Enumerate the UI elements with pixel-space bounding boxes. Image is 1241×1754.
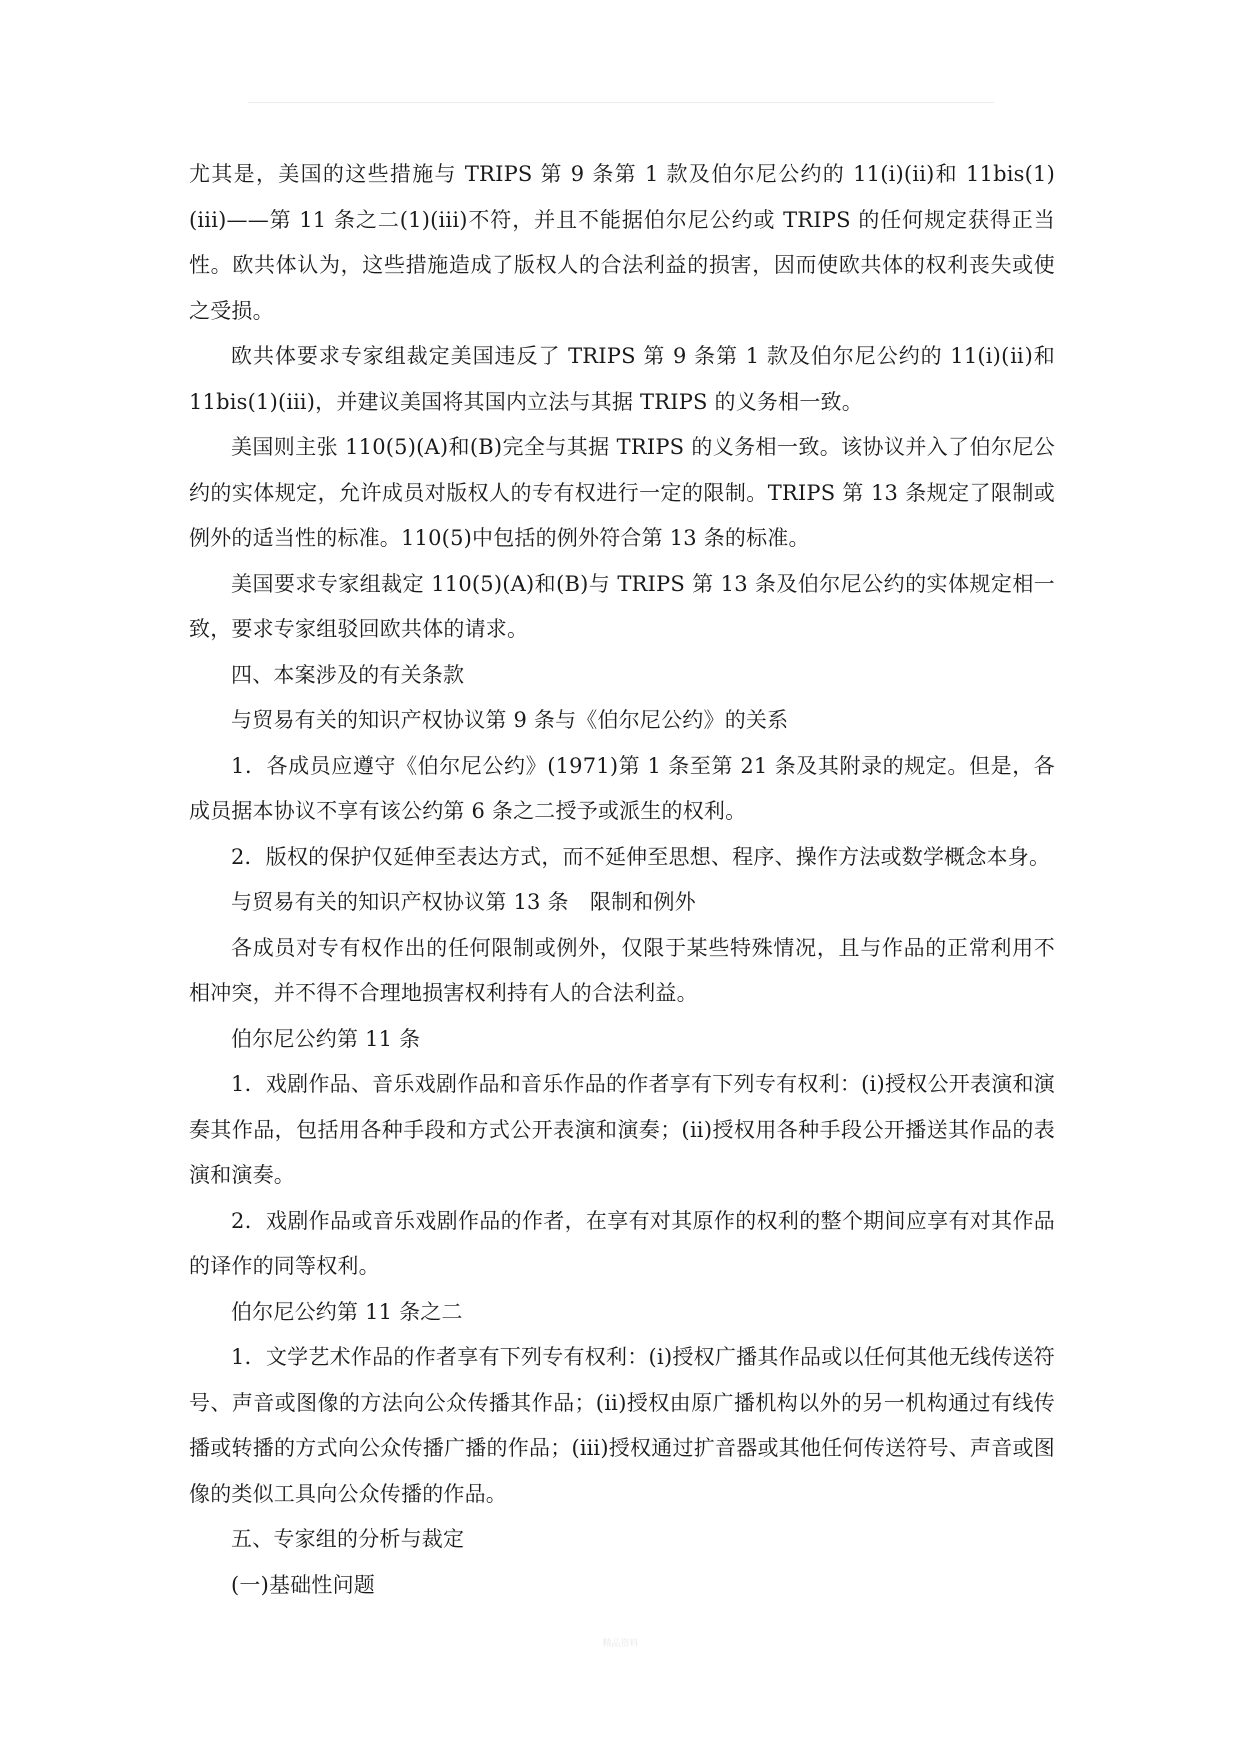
article-heading-berne-11: 伯尔尼公约第 11 条 — [231, 1026, 421, 1051]
document-body — [189, 152, 1055, 1608]
paragraph-us-measures-inconsistent: 尤其是，美国的这些措施与 TRIPS 第 9 条第 1 款及伯尔尼公约的 11(i)(ii)和 11bis(1)(iii)——第 11 条之二(1)(iii)不符，并且不能据伯尔尼公约或 TRIPS 的任何规定获得正当性。欧共体认为，这些措施造成了版权人的合法利益的损害，因而使欧共体的权利丧失或使之受损。 — [189, 162, 1055, 323]
paragraph-ec-request: 欧共体要求专家组裁定美国违反了 TRIPS 第 9 条第 1 款及伯尔尼公约的 11(i)(ⅱ)和 11bis(1)(ⅲ)，并建议美国将其国内立法与其据 TRIPS 的义务相一致。 — [189, 344, 1055, 414]
section-heading-four: 四、本案涉及的有关条款 — [231, 662, 465, 687]
berne-11-clause-1: 1．戏剧作品、音乐戏剧作品和音乐作品的作者享有下列专有权利：(ⅰ)授权公开表演和演奏其作品，包括用各种手段和方式公开表演和演奏；(ⅱ)授权用各种手段公开播送其作品的表演和演奏。 — [189, 1072, 1055, 1187]
berne-11bis-clause-1: 1．文学艺术作品的作者享有下列专有权利：(ⅰ)授权广播其作品或以任何其他无线传送符号、声音或图像的方法向公众传播其作品；(ⅱ)授权由原广播机构以外的另一机构通过有线传播或转播的方式向公众传播广播的作品；(ⅲ)授权通过扩音器或其他任何传送符号、声音或图像的类似工具向公众传播的作品。 — [189, 1345, 1055, 1506]
trips-9-clause-2: 2．版权的保护仅延伸至表达方式，而不延伸至思想、程序、操作方法或数学概念本身。 — [231, 844, 1051, 869]
subsection-heading-basic-issues: (一)基础性问题 — [231, 1572, 375, 1597]
paragraph-us-request: 美国要求专家组裁定 110(5)(A)和(B)与 TRIPS 第 13 条及伯尔尼公约的实体规定相一致，要求专家组驳回欧共体的请求。 — [189, 571, 1055, 641]
header-rule — [248, 102, 994, 103]
trips-9-clause-1: 1．各成员应遵守《伯尔尼公约》(1971)第 1 条至第 21 条及其附录的规定。但是，各成员据本协议不享有该公约第 6 条之二授予或派生的权利。 — [189, 753, 1055, 823]
section-heading-five: 五、专家组的分析与裁定 — [231, 1527, 465, 1551]
berne-11-clause-2: 2．戏剧作品或音乐戏剧作品的作者，在享有对其原作的权利的整个期间应享有对其作品的译作的同等权利。 — [189, 1208, 1055, 1278]
article-heading-trips-13: 与贸易有关的知识产权协议第 13 条 限制和例外 — [231, 890, 696, 914]
article-heading-trips-9: 与贸易有关的知识产权协议第 9 条与《伯尔尼公约》的关系 — [231, 708, 789, 732]
footer-watermark: 精品资料 — [602, 1639, 639, 1649]
trips-13-text: 各成员对专有权作出的任何限制或例外，仅限于某些特殊情况，且与作品的正常利用不相冲突，并不得不合理地损害权利持有人的合法利益。 — [189, 935, 1055, 1005]
article-heading-berne-11bis: 伯尔尼公约第 11 条之二 — [231, 1299, 463, 1324]
paragraph-us-position: 美国则主张 110(5)(A)和(B)完全与其据 TRIPS 的义务相一致。该协议并入了伯尔尼公约的实体规定，允许成员对版权人的专有权进行一定的限制。TRIPS 第 13 条规定了限制或例外的适当性的标准。110(5)中包括的例外符合第 13 条的标准。 — [189, 435, 1055, 550]
